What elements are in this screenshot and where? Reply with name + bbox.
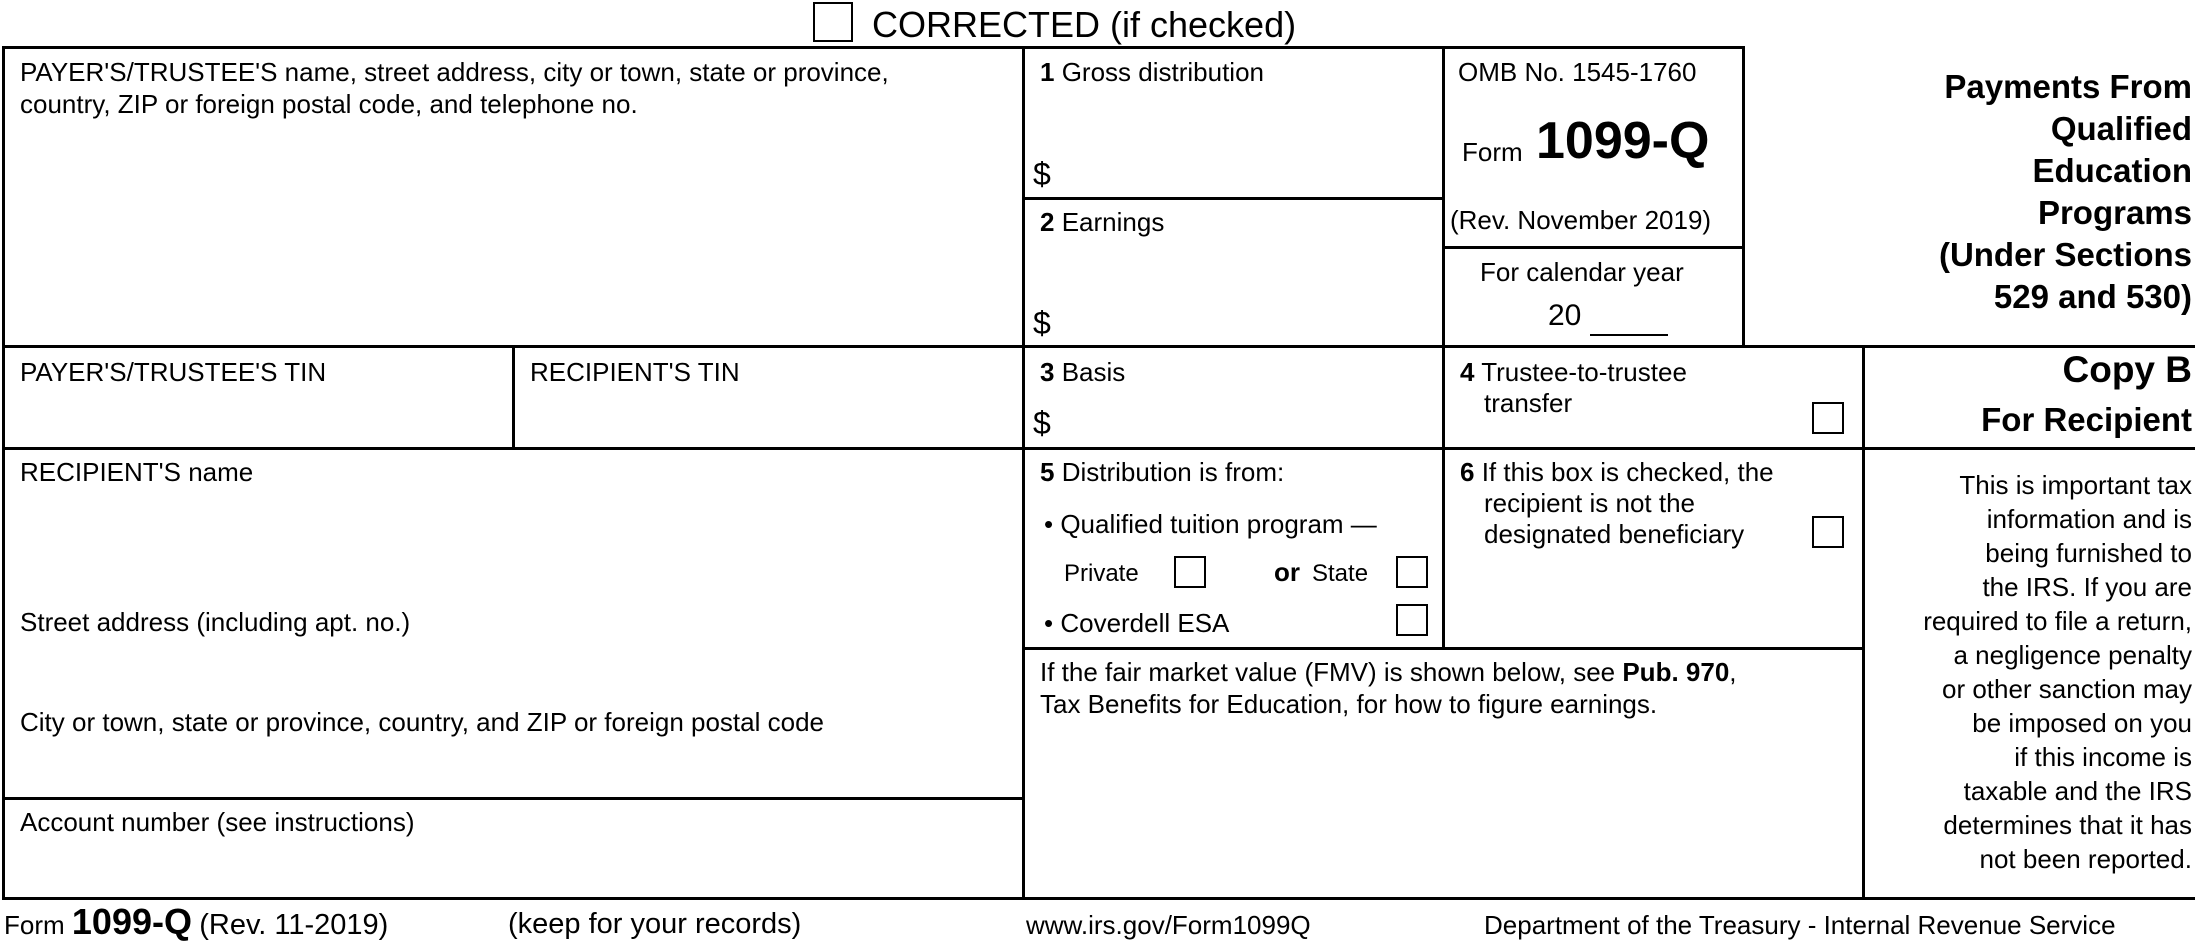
payer-name-label-line1: PAYER'S/TRUSTEE'S name, street address, city or town, state or province, (20, 57, 889, 87)
box3-label: 3 Basis (1040, 357, 1126, 387)
box2-amount-field[interactable] (1062, 298, 1432, 342)
year-field[interactable] (1590, 300, 1668, 336)
box4-checkbox[interactable] (1812, 402, 1844, 434)
notice-line-6: a negligence penalty (1953, 640, 2192, 670)
city-label: City or town, state or province, country, and ZIP or foreign postal code (20, 707, 824, 737)
recipient-name-label: RECIPIENT'S name (20, 457, 254, 487)
title-line-3: Education (2032, 152, 2192, 189)
col-divider-tin (512, 345, 515, 450)
notice-line-1: This is important tax (1959, 470, 2192, 500)
box6-label: 6 If this box is checked, the (1460, 457, 1774, 487)
box5-or-label: or (1274, 557, 1300, 587)
notice-line-7: or other sanction may (1941, 674, 2192, 704)
omb-number: OMB No. 1545-1760 (1458, 57, 1697, 87)
box2-label: 2 Earnings (1040, 207, 1165, 237)
payer-name-field[interactable] (8, 125, 1016, 340)
notice-line-5: required to file a return, (1923, 606, 2192, 636)
notice-line-11: determines that it has (1943, 810, 2192, 840)
box5-state-label: State (1312, 560, 1369, 587)
corrected-label: CORRECTED (if checked) (872, 4, 1297, 45)
box5-qtp-label: • Qualified tuition program — (1044, 509, 1377, 539)
account-number-field[interactable] (8, 842, 1016, 894)
box4-label-line2: transfer (1484, 388, 1573, 418)
fmv-note-line2: Tax Benefits for Education, for how to figure earnings. (1040, 689, 1658, 719)
box4-label: 4 Trustee-to-trustee (1460, 357, 1687, 387)
box5-private-checkbox[interactable] (1174, 556, 1206, 588)
col-divider-copy (1862, 345, 1865, 900)
notice-line-9: if this income is (2014, 742, 2192, 772)
box5-state-checkbox[interactable] (1396, 556, 1428, 588)
box3-amount-field[interactable] (1062, 398, 1432, 442)
col-divider-main (1022, 46, 1025, 900)
recipient-name-field[interactable] (8, 492, 1016, 600)
box3-currency: $ (1033, 405, 1051, 441)
row1-bottom (2, 345, 2195, 348)
top-border (2, 46, 1744, 49)
box5-coverdell-checkbox[interactable] (1396, 604, 1428, 636)
box1-amount-field[interactable] (1062, 150, 1432, 194)
footer-form-word: Form (4, 910, 65, 940)
copy-title: Copy B (2062, 349, 2192, 390)
payer-tin-field[interactable] (8, 392, 506, 444)
box2-currency: $ (1033, 305, 1051, 341)
box6-checkbox[interactable] (1812, 516, 1844, 548)
footer-form-id (4, 902, 388, 945)
recipient-tin-label: RECIPIENT'S TIN (530, 357, 740, 387)
payer-tin-label: PAYER'S/TRUSTEE'S TIN (20, 357, 327, 387)
fmv-note-line1: If the fair market value (FMV) is shown below, see Pub. 970, (1040, 657, 1737, 687)
form-word: Form (1462, 137, 1523, 167)
left-border (2, 46, 5, 900)
year-prefix: 20 (1548, 299, 1582, 332)
corrected-checkbox[interactable] (813, 2, 853, 42)
calendar-year-label: For calendar year (1480, 257, 1684, 287)
notice-line-12: not been reported. (1979, 844, 2192, 874)
form-bottom (2, 897, 2195, 900)
box6-label-line3: designated beneficiary (1484, 519, 1745, 549)
title-line-2: Qualified (2050, 110, 2192, 147)
copy-subtitle: For Recipient (1981, 401, 2192, 438)
footer-dept: Department of the Treasury - Internal Revenue Service (1484, 910, 2116, 940)
form-number: 1099-Q (1536, 112, 1710, 170)
city-bottom (2, 797, 1024, 800)
street-address-field[interactable] (8, 642, 1016, 702)
col-divider-omb (1442, 46, 1445, 650)
street-address-label: Street address (including apt. no.) (20, 607, 411, 637)
col-divider-title (1742, 46, 1745, 348)
title-line-1: Payments From (1944, 68, 2192, 105)
form-title (1750, 66, 2192, 318)
row2-bottom (2, 447, 2195, 450)
account-number-label: Account number (see instructions) (20, 807, 415, 837)
recipient-tin-field[interactable] (518, 392, 1016, 444)
box5-private-label: Private (1064, 560, 1139, 587)
notice-line-3: being furnished to (1985, 538, 2192, 568)
payer-name-label-line2: country, ZIP or foreign postal code, and telephone no. (20, 89, 638, 119)
box5-label: 5 Distribution is from: (1040, 457, 1285, 487)
title-line-4: Programs (2037, 194, 2192, 231)
box1-currency: $ (1033, 156, 1051, 192)
rev-date: (Rev. November 2019) (1450, 205, 1712, 235)
notice-line-8: be imposed on you (1972, 708, 2192, 738)
footer-rev: (Rev. 11-2019) (199, 909, 389, 941)
title-line-5: (Under Sections (1938, 236, 2192, 273)
notice-line-2: information and is (1986, 504, 2192, 534)
copy-notice (1866, 468, 2192, 876)
box5-coverdell-label: • Coverdell ESA (1044, 608, 1230, 638)
fmv-field[interactable] (1028, 726, 1856, 892)
box1-label: 1 Gross distribution (1040, 57, 1265, 87)
notice-line-10: taxable and the IRS (1963, 776, 2192, 806)
box1-bottom (1022, 197, 1444, 200)
rev-bottom (1442, 246, 1744, 249)
footer-keep: (keep for your records) (508, 908, 802, 940)
footer-form-number: 1099-Q (71, 901, 192, 942)
notice-line-4: the IRS. If you are (1982, 572, 2192, 602)
title-line-6: 529 and 530) (1993, 278, 2192, 315)
box6-label-line2: recipient is not the (1484, 488, 1696, 518)
footer-url[interactable]: www.irs.gov/Form1099Q (1026, 910, 1311, 940)
city-field[interactable] (8, 742, 1016, 794)
